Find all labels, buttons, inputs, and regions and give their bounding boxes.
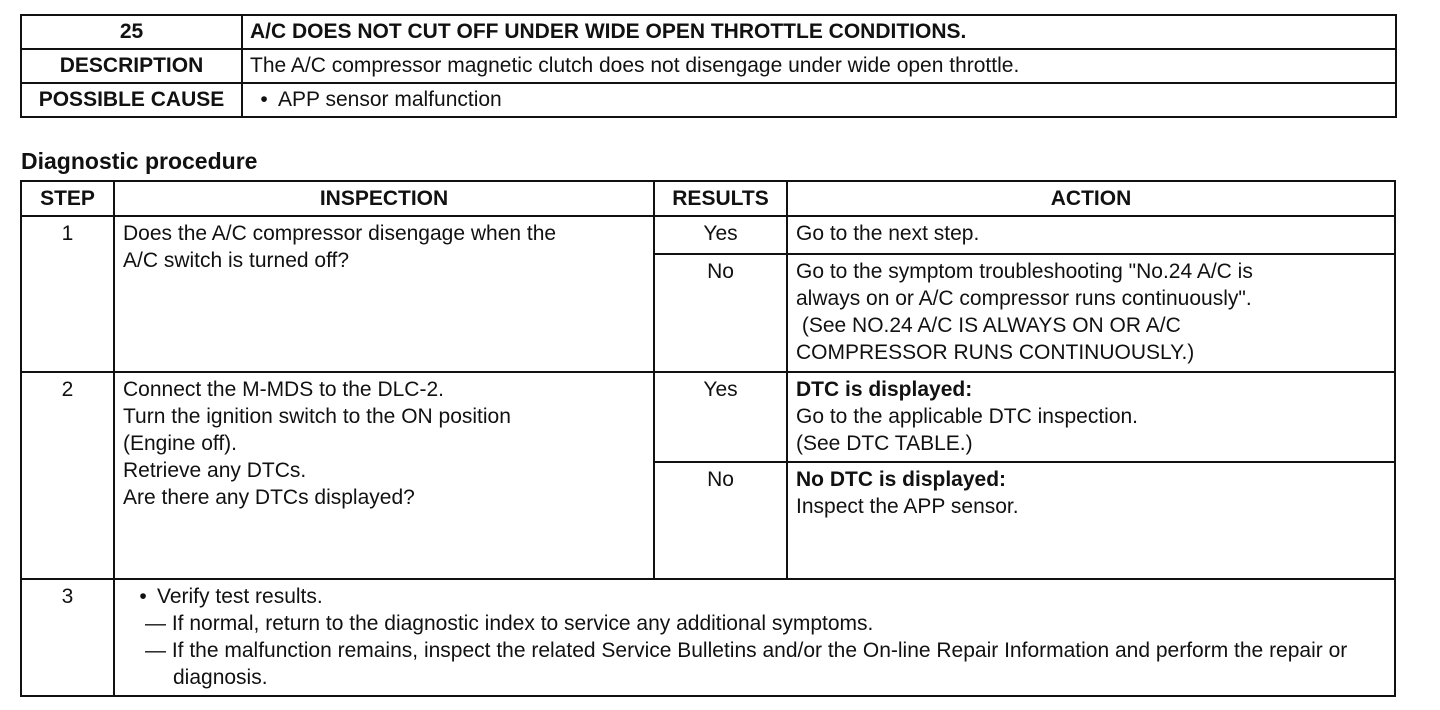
- step-2-inspection: [114, 372, 654, 579]
- step-1-inspection: [114, 216, 654, 372]
- action-cell: [787, 254, 1395, 372]
- symptom-header-table: [20, 14, 1397, 118]
- inspection-line: Are there any DTCs displayed?: [123, 486, 415, 509]
- verify-item: [129, 583, 1386, 610]
- action-line: Go to the applicable DTC inspection.: [796, 405, 1139, 428]
- step-number: 1: [21, 216, 114, 372]
- inspection-line: Does the A/C compressor disengage when the: [123, 222, 557, 245]
- column-header-step: STEP: [21, 181, 114, 216]
- description-text: The A/C compressor magnetic clutch does not disengage under wide open throttle.: [242, 49, 1396, 83]
- table-header-row: [21, 181, 1395, 216]
- action-line: always on or A/C compressor runs continuously".: [796, 287, 1252, 310]
- action-cell: [787, 372, 1395, 462]
- column-header-inspection: INSPECTION: [114, 181, 654, 216]
- verify-text: Verify test results.: [157, 585, 323, 608]
- action-line: (See NO.24 A/C IS ALWAYS ON OR A/C: [796, 314, 1181, 337]
- diagnostic-procedure-table: [20, 180, 1396, 697]
- possible-cause-label: POSSIBLE CAUSE: [21, 83, 242, 117]
- action-heading: DTC is displayed:: [796, 378, 973, 401]
- header-title-row: [21, 15, 1396, 49]
- header-description-row: [21, 49, 1396, 83]
- possible-cause-text: APP sensor malfunction: [278, 88, 502, 111]
- header-cause-row: [21, 83, 1396, 117]
- step-number: 2: [21, 372, 114, 579]
- inspection-line: Retrieve any DTCs.: [123, 459, 307, 482]
- column-header-results: RESULTS: [654, 181, 787, 216]
- possible-cause-item: [242, 83, 1396, 117]
- action-line: Go to the symptom troubleshooting "No.24 A/C is: [796, 260, 1253, 283]
- step-number: 3: [21, 579, 114, 696]
- bullet-icon: [129, 585, 157, 608]
- section-title: Diagnostic procedure: [21, 148, 258, 174]
- action-cell: [787, 216, 1395, 254]
- sub-item: — If normal, return to the diagnostic index to service any additional symptoms.: [145, 612, 874, 635]
- action-line: Go to the next step.: [796, 222, 980, 245]
- step-2-yes-row: [21, 372, 1395, 462]
- inspection-line: A/C switch is turned off?: [123, 249, 350, 272]
- symptom-title: A/C DOES NOT CUT OFF UNDER WIDE OPEN THROTTLE CONDITIONS.: [242, 15, 1396, 49]
- symptom-number: 25: [21, 15, 242, 49]
- sub-item: — If the malfunction remains, inspect the related Service Bulletins and/or the On-line Repair Information and perform the repair or diagnosis.: [145, 639, 1348, 689]
- action-line: COMPRESSOR RUNS CONTINUOUSLY.): [796, 341, 1195, 364]
- step-1-yes-row: [21, 216, 1395, 254]
- inspection-line: Turn the ignition switch to the ON position: [123, 405, 511, 428]
- inspection-line: Connect the M-MDS to the DLC-2.: [123, 378, 444, 401]
- column-header-action: ACTION: [787, 181, 1395, 216]
- result-no: No: [654, 462, 787, 579]
- step-3-row: [21, 579, 1395, 696]
- bullet-icon: [250, 88, 278, 111]
- step-3-content: [114, 579, 1395, 696]
- action-line: (See DTC TABLE.): [796, 432, 973, 455]
- result-yes: Yes: [654, 372, 787, 462]
- result-no: No: [654, 254, 787, 372]
- description-label: DESCRIPTION: [21, 49, 242, 83]
- result-yes: Yes: [654, 216, 787, 254]
- action-heading: No DTC is displayed:: [796, 468, 1007, 491]
- action-line: Inspect the APP sensor.: [796, 495, 1019, 518]
- inspection-line: (Engine off).: [123, 432, 238, 455]
- action-cell: [787, 462, 1395, 579]
